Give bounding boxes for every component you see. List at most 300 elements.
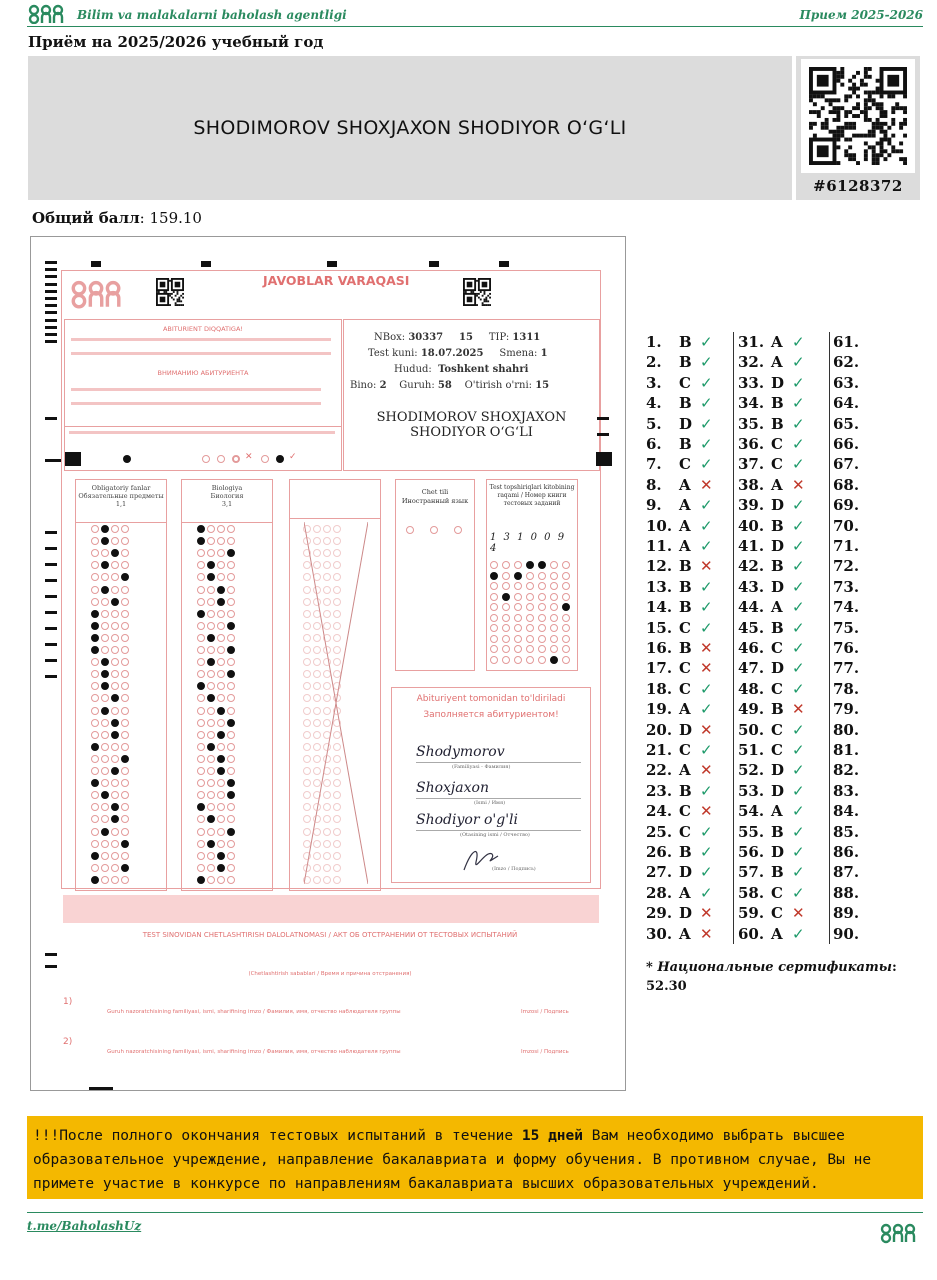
answer-number: 21.: [646, 741, 673, 759]
answer-bubble: [207, 828, 215, 836]
answer-bubble: [111, 743, 119, 751]
answer-bubble: [197, 622, 205, 630]
answer-bubble: [121, 852, 129, 860]
answer-bubble: [303, 828, 311, 836]
qr-panel: [796, 56, 920, 200]
answer-letter: A: [679, 516, 691, 535]
booklet-bubble: [514, 572, 522, 580]
answer-number: 10.: [646, 516, 673, 535]
correct-check-icon: ✓: [792, 863, 805, 882]
answer-bubble: [313, 586, 321, 594]
answer-number: 76.: [833, 639, 860, 657]
answer-number: 90.: [833, 924, 860, 943]
answer-bubble: [333, 755, 341, 763]
answer-bubble: [101, 852, 109, 860]
answer-item: [833, 801, 866, 821]
booklet-bubble: [562, 656, 570, 664]
answer-bubble: [323, 622, 331, 630]
wrong-cross-icon: ✕: [700, 639, 713, 657]
answer-number: 6.: [646, 435, 662, 453]
booklet-bubble: [502, 582, 510, 590]
booklet-bubble: [514, 656, 522, 664]
answer-bubble: [207, 719, 215, 727]
tip-value: 1311: [512, 332, 541, 343]
answer-bubble: [101, 755, 109, 763]
region-value: Toshkent shahri: [438, 364, 529, 375]
booklet-bubble: [526, 603, 534, 611]
answer-bubble: [227, 743, 235, 751]
answer-bubble: [197, 840, 205, 848]
correct-check-icon: ✓: [792, 883, 805, 902]
answer-item: [833, 556, 866, 576]
answer-bubble: [303, 586, 311, 594]
answer-bubble: [101, 598, 109, 606]
answer-bubble: [217, 876, 225, 884]
answer-number: 38.: [738, 475, 765, 494]
answer-letter: C: [679, 455, 691, 474]
answer-letter: B: [679, 394, 692, 413]
answer-item: [646, 434, 713, 454]
answer-bubble: [303, 610, 311, 618]
correct-check-icon: ✓: [700, 373, 713, 392]
answer-bubble: [207, 852, 215, 860]
answer-bubble: [333, 525, 341, 533]
answer-item: [738, 516, 805, 536]
correct-check-icon: ✓: [700, 618, 713, 637]
answer-bubble: [121, 840, 129, 848]
answer-letter: B: [771, 822, 784, 841]
answer-bubble: [303, 876, 311, 884]
answer-bubble: [197, 852, 205, 860]
answer-number: 3.: [646, 373, 662, 392]
answer-bubble: [227, 634, 235, 642]
booklet-bubble: [490, 593, 498, 601]
booklet-bubble: [562, 635, 570, 643]
answer-item: [833, 862, 866, 882]
answer-bubble: [121, 610, 129, 618]
removal-row-1-caption: Guruh nazoratchisining familiyasi, ismi, sharifining imzo / Фамилия, имя, отчество наблюдателя группы: [107, 1009, 401, 1015]
answer-bubble: [111, 852, 119, 860]
booklet-bubble: [550, 593, 558, 601]
answer-number: 45.: [738, 618, 765, 637]
answer-number: 80.: [833, 720, 860, 739]
answer-bubble: [111, 719, 119, 727]
answer-bubble: [227, 586, 235, 594]
answer-bubble: [227, 731, 235, 739]
booklet-bubble: [550, 582, 558, 590]
wrong-cross-icon: ✕: [700, 904, 713, 923]
answer-bubble: [101, 743, 109, 751]
answer-item: [646, 720, 713, 740]
answer-bubble: [323, 707, 331, 715]
answer-bubble: [111, 646, 119, 654]
answer-bubble: [227, 755, 235, 763]
correct-check-icon: ✓: [700, 537, 713, 555]
answer-item: [646, 862, 713, 882]
answer-letter: C: [771, 455, 783, 474]
answer-item: [833, 679, 866, 699]
answer-bubble: [101, 828, 109, 836]
booklet-bubble: [526, 624, 534, 632]
answer-number: 12.: [646, 557, 673, 576]
answer-bubble: [217, 622, 225, 630]
answer-bubble: [333, 828, 341, 836]
test-date-label: Test kuni:: [368, 348, 418, 359]
correct-check-icon: ✓: [792, 720, 805, 739]
answer-item: [738, 332, 805, 352]
booklet-bubble: [526, 572, 534, 580]
booklet-bubble: [502, 593, 510, 601]
instructions-title-ru: ВНИМАНИЮ АБИТУРИЕНТА: [157, 369, 249, 377]
correct-check-icon: ✓: [792, 761, 805, 780]
answer-bubble: [323, 743, 331, 751]
answer-bubble: [313, 743, 321, 751]
answer-bubble: [197, 767, 205, 775]
answer-number: 74.: [833, 598, 860, 617]
answer-letter: B: [771, 394, 784, 413]
certificates-label: * Национальные сертификаты: [646, 960, 892, 975]
answer-item: [833, 658, 866, 678]
booklet-bubble: [562, 624, 570, 632]
correct-check-icon: ✓: [700, 700, 713, 719]
answer-item: [646, 801, 713, 821]
answer-bubble: [303, 646, 311, 654]
answer-letter: B: [771, 516, 784, 535]
answer-item: [646, 679, 713, 699]
answer-item: [646, 373, 713, 393]
booklet-bubble: [562, 561, 570, 569]
answer-bubble: [323, 525, 331, 533]
answer-bubble: [227, 610, 235, 618]
page-header: [27, 4, 923, 27]
telegram-link[interactable]: t.me/BaholashUz: [27, 1219, 142, 1233]
instructions-title: ABITURIENT DIQQATIGA!: [162, 325, 244, 333]
answer-bubble: [217, 719, 225, 727]
answer-item: [646, 414, 713, 434]
answer-bubble: [313, 719, 321, 727]
answer-letter: B: [771, 414, 784, 433]
answer-item: [646, 760, 713, 780]
answer-letter: C: [771, 741, 783, 759]
col1-sub: Обязательные предметы: [78, 492, 164, 500]
answer-item: [738, 903, 805, 923]
answer-bubble: [197, 707, 205, 715]
answer-bubble: [323, 610, 331, 618]
answer-number: 43.: [738, 577, 765, 596]
answer-letter: C: [679, 679, 691, 698]
removal-row-2-caption: Guruh nazoratchisining familiyasi, ismi, sharifining imzo / Фамилия, имя, отчество наблюдателя группы: [107, 1049, 401, 1055]
answer-item: [833, 454, 866, 474]
answer-bubble: [91, 828, 99, 836]
answer-number: 19.: [646, 700, 673, 719]
answer-number: 59.: [738, 904, 765, 923]
answer-item: [646, 740, 713, 760]
answer-item: [833, 373, 866, 393]
answer-letter: C: [679, 659, 691, 678]
signature-label: (Imzo / Подпись): [492, 866, 536, 872]
answer-bubble: [91, 755, 99, 763]
correct-check-icon: ✓: [792, 373, 805, 392]
answer-bubble: [313, 634, 321, 642]
booklet-bubble: [526, 593, 534, 601]
booklet-bubble: [490, 656, 498, 664]
correct-check-icon: ✓: [792, 618, 805, 637]
booklet-bubble: [562, 603, 570, 611]
booklet-bubble: [502, 624, 510, 632]
booklet-bubble: [490, 572, 498, 580]
answer-letter: D: [679, 904, 693, 923]
answer-bubble: [197, 610, 205, 618]
answer-number: 18.: [646, 679, 673, 698]
answer-letter: A: [679, 537, 691, 555]
wrong-cross-icon: ✕: [700, 659, 713, 678]
answer-item: [833, 495, 866, 515]
answer-bubble: [303, 707, 311, 715]
answer-item: [646, 903, 713, 923]
answer-bubble: [313, 864, 321, 872]
answer-item: [738, 862, 805, 882]
wrong-cross-icon: ✕: [792, 904, 805, 923]
agency-logo-icon: [27, 4, 72, 24]
removal-row-1-sign: Imzosi / Подпись: [521, 1009, 569, 1015]
deadline-notice: [27, 1116, 923, 1199]
answer-bubble: [333, 852, 341, 860]
answer-bubble: [197, 634, 205, 642]
answer-letter: A: [771, 353, 783, 372]
booklet-bubble: [502, 645, 510, 653]
correct-check-icon: ✓: [792, 802, 805, 821]
answer-bubble: [227, 840, 235, 848]
answer-item: [738, 924, 805, 944]
answer-bubble: [111, 525, 119, 533]
answer-letter: A: [679, 761, 691, 780]
answer-bubble: [121, 634, 129, 642]
answer-bubble: [217, 586, 225, 594]
col2-sub: Биология: [210, 492, 244, 500]
answer-bubble: [111, 731, 119, 739]
answer-number: 50.: [738, 720, 765, 739]
booklet-bubble: [490, 561, 498, 569]
answer-bubble: [101, 634, 109, 642]
answer-bubble: [121, 876, 129, 884]
answer-bubble: [227, 707, 235, 715]
correct-check-icon: ✓: [700, 843, 713, 861]
answer-letter: B: [679, 843, 692, 861]
answer-bubble: [217, 743, 225, 751]
answer-number: 85.: [833, 822, 860, 841]
answer-item: [646, 475, 713, 495]
answer-item: [738, 822, 805, 842]
answer-number: 7.: [646, 455, 662, 474]
answer-bubble: [197, 864, 205, 872]
answer-bubble: [207, 622, 215, 630]
notice-part-2: Вам необходимо выбрать высшее образовательное учреждение, направление бакалавриата и форму обучения. В противном случае, Вы не примете участие в конкурсе по направлениям бакалавриата высших образовательных учреждений.: [33, 1128, 872, 1192]
answer-bubble: [333, 864, 341, 872]
answer-item: [646, 822, 713, 842]
answer-letter: D: [771, 373, 785, 392]
answer-letter: B: [679, 333, 692, 351]
correct-check-icon: ✓: [792, 659, 805, 678]
answer-letter: C: [771, 679, 783, 698]
answer-item: [738, 658, 805, 678]
booklet-bubble: [538, 624, 546, 632]
answer-item: [738, 883, 805, 903]
correct-check-icon: ✓: [792, 781, 805, 800]
admission-year-label: Прием 2025-2026: [799, 8, 923, 22]
booklet-bubble: [538, 645, 546, 653]
answer-bubble: [313, 852, 321, 860]
answer-number: 73.: [833, 577, 860, 596]
answer-bubble: [121, 707, 129, 715]
answer-bubble: [197, 646, 205, 654]
answer-bubble: [217, 646, 225, 654]
answer-number: 25.: [646, 822, 673, 841]
booklet-bubble: [490, 645, 498, 653]
answer-number: 1.: [646, 333, 662, 351]
answer-bubble: [323, 852, 331, 860]
answer-item: [833, 536, 866, 556]
answer-number: 87.: [833, 863, 860, 882]
answer-item: [738, 556, 805, 576]
answer-item: [833, 434, 866, 454]
booklet-bubble: [550, 572, 558, 580]
answer-number: 26.: [646, 843, 673, 861]
answer-bubble: [323, 755, 331, 763]
answer-bubble: [111, 610, 119, 618]
answer-number: 66.: [833, 435, 860, 453]
answer-number: 57.: [738, 863, 765, 882]
answer-letter: A: [771, 475, 783, 494]
answer-bubble: [323, 598, 331, 606]
answer-bubble: [121, 525, 129, 533]
answer-letter: B: [679, 639, 692, 657]
booklet-bubble: [514, 582, 522, 590]
answer-letter: C: [679, 741, 691, 759]
sheet-qr-left-icon: [156, 278, 184, 306]
answer-bubble: [217, 525, 225, 533]
answer-bubble: [227, 876, 235, 884]
answer-item: [646, 658, 713, 678]
answer-bubble: [91, 731, 99, 739]
answer-bubble: [121, 864, 129, 872]
answer-number: 82.: [833, 761, 860, 780]
booklet-bubble: [538, 561, 546, 569]
booklet-bubble: [562, 582, 570, 590]
correct-check-icon: ✓: [792, 394, 805, 413]
answer-bubble: [111, 707, 119, 715]
answer-bubble: [303, 719, 311, 727]
page-title: Приём на 2025/2026 учебный год: [28, 33, 324, 51]
total-score: Общий балл: 159.10: [32, 209, 202, 227]
wrong-cross-icon: ✕: [700, 720, 713, 739]
answer-number: 4.: [646, 394, 662, 413]
answer-letter: D: [771, 577, 785, 596]
answer-bubble: [333, 767, 341, 775]
candidate-filled-box: [391, 687, 591, 883]
answer-number: 89.: [833, 904, 860, 923]
nbox-extra: 15: [459, 332, 473, 343]
answer-item: [738, 373, 805, 393]
booklet-bubble: [490, 624, 498, 632]
answer-bubble: [303, 598, 311, 606]
answer-bubble: [227, 828, 235, 836]
answer-bubble: [313, 876, 321, 884]
answer-bubble: [101, 622, 109, 630]
name-handwritten: Shoxjaxon: [416, 780, 489, 796]
booklet-bubble: [550, 614, 558, 622]
answer-bubble: [333, 586, 341, 594]
answer-letter: D: [771, 843, 785, 861]
answer-bubble: [313, 731, 321, 739]
booklet-bubble: [490, 635, 498, 643]
answer-bubble: [91, 646, 99, 654]
answer-bubble: [217, 610, 225, 618]
correct-check-icon: ✓: [700, 781, 713, 800]
removal-row-2-sign: Imzosi / Подпись: [521, 1049, 569, 1055]
answer-number: 32.: [738, 353, 765, 372]
answer-bubble: [101, 840, 109, 848]
answer-item: [738, 679, 805, 699]
correct-check-icon: ✓: [700, 679, 713, 698]
booklet-bubble: [550, 561, 558, 569]
answer-number: 9.: [646, 496, 662, 515]
answer-number: 11.: [646, 537, 673, 555]
candidate-name: SHODIMOROV SHOXJAXON SHODIYOR O‘G‘LI: [193, 117, 627, 139]
answer-item: [738, 495, 805, 515]
sheet-name-line1: SHODIMOROV SHOXJAXON: [376, 410, 567, 425]
answer-item: [646, 516, 713, 536]
answer-number: 48.: [738, 679, 765, 698]
answer-number: 60.: [738, 924, 765, 943]
answer-letter: D: [771, 659, 785, 678]
answer-bubble: [313, 840, 321, 848]
answer-bubble: [303, 634, 311, 642]
answer-bubble: [111, 828, 119, 836]
answer-bubble: [333, 622, 341, 630]
answer-bubble: [217, 852, 225, 860]
region-label: Hudud:: [394, 364, 432, 375]
answer-item: [738, 393, 805, 413]
answer-bubble: [121, 755, 129, 763]
booklet-bubble: [550, 635, 558, 643]
answer-bubble: [313, 767, 321, 775]
answer-bubble: [313, 755, 321, 763]
answer-bubble: [197, 598, 205, 606]
answer-letter: D: [679, 720, 693, 739]
answer-item: [738, 740, 805, 760]
total-score-label: Общий балл: [32, 209, 140, 227]
answer-bubble: [91, 525, 99, 533]
answer-item: [738, 699, 805, 719]
nbox-value: 30337: [408, 332, 444, 343]
correct-check-icon: ✓: [700, 455, 713, 474]
answer-bubble: [121, 743, 129, 751]
answer-letter: C: [771, 883, 783, 902]
nbox-label: NBox:: [374, 332, 406, 343]
answer-bubble: [207, 610, 215, 618]
answer-letter: A: [679, 700, 691, 719]
patronymic-handwritten: Shodiyor o'g'li: [416, 812, 518, 828]
correct-check-icon: ✓: [792, 455, 805, 474]
answer-bubble: [197, 719, 205, 727]
candidate-id: #6128372: [813, 177, 903, 195]
answer-bubble: [323, 864, 331, 872]
filled-by-label-ru: Заполняется абитуриентом!: [423, 710, 559, 720]
answer-bubble: [197, 743, 205, 751]
answer-number: 5.: [646, 414, 662, 433]
answer-bubble: [197, 525, 205, 533]
answer-bubble: [323, 646, 331, 654]
